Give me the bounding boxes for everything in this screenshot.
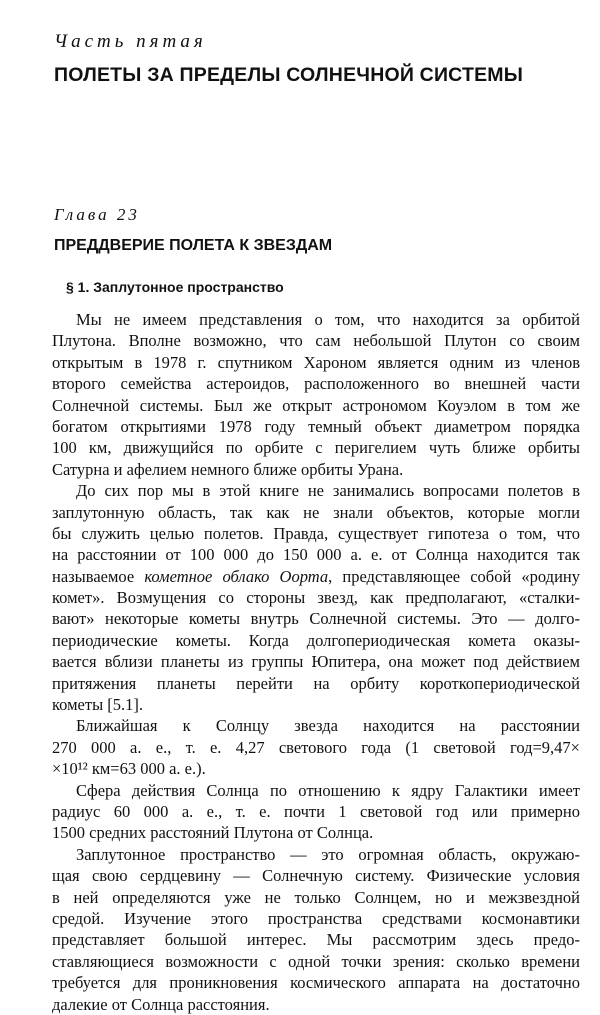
text-line: Солнечной системы. Был же открыт астрономом Коуэлом в том же	[52, 395, 580, 415]
text-line: средой. Изучение этого пространства средствами космонавтики	[52, 908, 580, 928]
text-line: Ближайшая к Солнцу звезда находится на расстоянии	[76, 716, 580, 736]
chapter-title: ПРЕДДВЕРИЕ ПОЛЕТА К ЗВЕЗДАМ	[54, 237, 333, 254]
text-line: ×10¹² км=63 000 а. е.).	[52, 759, 206, 779]
text-line: богатом открытиями 1978 году темный объект диаметром порядка	[52, 416, 580, 436]
text-line: вается вблизи планеты из группы Юпитера, она может под действием	[52, 652, 580, 672]
text-line: притяжения планеты перейти на орбиту короткопериодической	[52, 673, 580, 693]
text-line-with-italic	[52, 566, 580, 587]
part-label: Часть пятая	[54, 31, 207, 52]
text-line: Плутона. Вполне возможно, что сам небольшой Плутон со своим	[52, 331, 580, 351]
text-line: Заплутонное пространство — это огромная область, окружаю-	[76, 844, 580, 864]
text-line: на расстоянии от 100 000 до 150 000 а. е. от Солнца находится так	[52, 545, 580, 565]
chapter-label: Глава 23	[54, 205, 140, 224]
section-title: § 1. Заплутонное пространство	[66, 279, 284, 295]
text-line: Мы не имеем представления о том, что находится за орбитой	[76, 310, 580, 329]
text-line: вают» некоторые кометы внутрь Солнечной системы. Это — долго-	[52, 609, 580, 629]
text-line: требуется для проникновения космического аппарата на достаточно	[52, 973, 580, 993]
body-text	[52, 309, 580, 1015]
text-line: периодические кометы. Когда долгопериодическая комета оказы-	[52, 630, 580, 650]
text-line: Сатурна и афелием немного ближе орбиты Урана.	[52, 459, 404, 479]
text-line: Сфера действия Солнца по отношению к ядру Галактики имеет	[76, 780, 580, 800]
text-segment: называемое	[52, 566, 145, 586]
text-segment: , представляющее собой «родину	[328, 566, 580, 586]
text-line: заплутонную область, так как не знали объектов, которые могли	[52, 502, 580, 522]
text-line: 270 000 а. е., т. е. 4,27 светового года (1 световой год=9,47×	[52, 737, 580, 757]
text-line: представляет большой интерес. Мы рассмотрим здесь предо-	[52, 930, 580, 950]
text-line: До сих пор мы в этой книге не занимались вопросами полетов в	[76, 481, 580, 501]
text-line: комет». Возмущения со стороны звезд, как предполагают, «сталки-	[52, 588, 580, 608]
text-line: кометы [5.1].	[52, 695, 144, 715]
text-line: 1500 средних расстояний Плутона от Солнца.	[52, 823, 374, 843]
text-line: открытым в 1978 г. спутником Хароном является одним из членов	[52, 352, 580, 372]
text-line: ставляющиеся возможности с одной точки зрения: сколько времени	[52, 951, 580, 971]
text-line: радиус 60 000 а. е., т. е. почти 1 световой год или примерно	[52, 801, 580, 821]
part-title: ПОЛЕТЫ ЗА ПРЕДЕЛЫ СОЛНЕЧНОЙ СИСТЕМЫ	[54, 64, 524, 86]
text-line: в ней определяются уже не только Солнцем, но и межзвездной	[52, 887, 580, 907]
text-line: бы служить целью полетов. Правда, существует гипотеза о том, что	[52, 523, 580, 543]
text-line: далекие от Солнца расстояния.	[52, 994, 270, 1014]
text-line: щая свою сердцевину — Солнечную систему. Физические условия	[52, 866, 580, 886]
italic-term: кометное облако Оорта	[144, 566, 329, 586]
text-line: 100 км, движущийся по орбите с перигелием чуть ближе орбиты	[52, 438, 580, 458]
text-line: второго семейства астероидов, расположенного во внешней части	[52, 374, 580, 394]
